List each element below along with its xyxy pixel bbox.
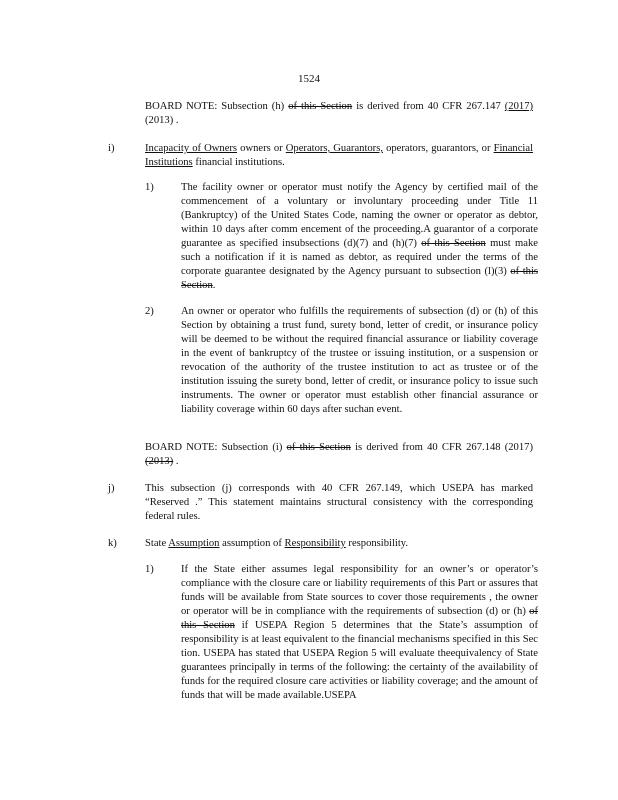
heading-text: responsibility.	[348, 538, 409, 549]
note-text: (2013) .	[145, 115, 179, 126]
sub-label-i-1: 1)	[145, 182, 154, 193]
paragraph-text: The facility owner or operator must notify the Agency by certified mail of the commencement of a voluntary or involuntary proceeding under Title 11 (Bankruptcy) of the United States Code, naming the owner or operator as debtor, within 10 days after comm encement of the proceeding.A guarantor of a corporate guarantee as specified insubsections (d)(7) and (h)(7)	[181, 182, 538, 249]
inserted-text: Responsibility	[284, 538, 346, 549]
deleted-text: (2013)	[145, 456, 174, 467]
heading-text: State	[145, 538, 167, 549]
paragraph-text: If the State either assumes legal responsibility for an owner’s or operator’s compliance with the closure care or liability requirements of this Part or assures that funds will be available from State sources to cover those requirements , the owner or operator will be in compliance with the requirements of subsection (d) or (h)	[181, 564, 538, 617]
paragraph-i-1	[181, 181, 538, 293]
board-note-i	[145, 441, 533, 469]
inserted-text: Assumption	[168, 538, 220, 549]
deleted-text: of this Section	[181, 266, 539, 291]
note-text: is derived from 40 CFR 267.147	[356, 101, 501, 112]
inserted-text: Financial Institutions	[145, 143, 534, 168]
note-text: is derived from 40 CFR 267.148 (2017)	[355, 442, 533, 453]
inserted-text: Incapacity of Owners	[145, 143, 238, 154]
item-heading-i	[145, 142, 533, 170]
heading-text: operators, guarantors, or	[386, 143, 491, 154]
heading-text: financial institutions.	[195, 157, 285, 168]
deleted-text: of this Section	[181, 606, 538, 631]
paragraph-i-2: An owner or operator who fulfills the requirements of subsection (d) or (h) of this Section by obtaining a trust fund, surety bond, letter of credit, or insurance policy will be deemed to be without the required financial assurance or liability coverage in the event of bankruptcy of the trustee or issuing institution, or a suspension or revocation of the authority of the trustee institution to act as trustee or of the institution issuing the surety bond, letter of credit, or insurance policy to issue such instruments. The owner or operator must establish other financial assurance or liability coverage within 60 days after suchan event.	[181, 306, 538, 415]
paragraph-text: must make such a notification if it is named as debtor, as required under the terms of the corporate guarantee designated by the Agency pursuant to subsection (l)(3)	[181, 238, 538, 277]
board-note-h	[145, 100, 533, 128]
deleted-text: of this Section	[421, 238, 486, 249]
paragraph-j: This subsection (j) corresponds with 40 CFR 267.149, which USEPA has marked “Reserved .” This statement maintains structural consistency with the corresponding federal rules.	[145, 483, 533, 522]
item-label-k: k)	[108, 538, 117, 549]
inserted-text: Operators, Guarantors,	[285, 143, 383, 154]
sub-label-i-2: 2)	[145, 306, 154, 317]
inserted-text: (2017)	[504, 101, 534, 112]
heading-text: assumption of	[222, 538, 282, 549]
paragraph-text: .	[212, 280, 216, 291]
note-text: .	[175, 456, 179, 467]
note-text: BOARD NOTE: Subsection (i)	[145, 442, 283, 453]
sub-label-k-1: 1)	[145, 564, 154, 575]
item-heading-k	[145, 537, 533, 551]
deleted-text: of this Section	[286, 442, 351, 453]
paragraph-text: if USEPA Region 5 determines that the State’s assumption of responsibility is at least equivalent to the financial mechanisms specified in this Sec tion. USEPA has stated that USEPA Region 5 will evaluate theequivalency of State guarantees principally in terms of the following: the certainty of the availability of funds for the required closure care activities or liability coverage; and the amount of funds that will be made available.USEPA	[181, 620, 539, 701]
item-label-j: j)	[108, 483, 115, 494]
note-text: BOARD NOTE: Subsection (h)	[145, 101, 285, 112]
deleted-text: of this Section	[288, 101, 353, 112]
page-number: 1524	[298, 73, 320, 85]
item-label-i: i)	[108, 143, 115, 154]
heading-text: owners or	[240, 143, 283, 154]
paragraph-k-1	[181, 563, 538, 703]
